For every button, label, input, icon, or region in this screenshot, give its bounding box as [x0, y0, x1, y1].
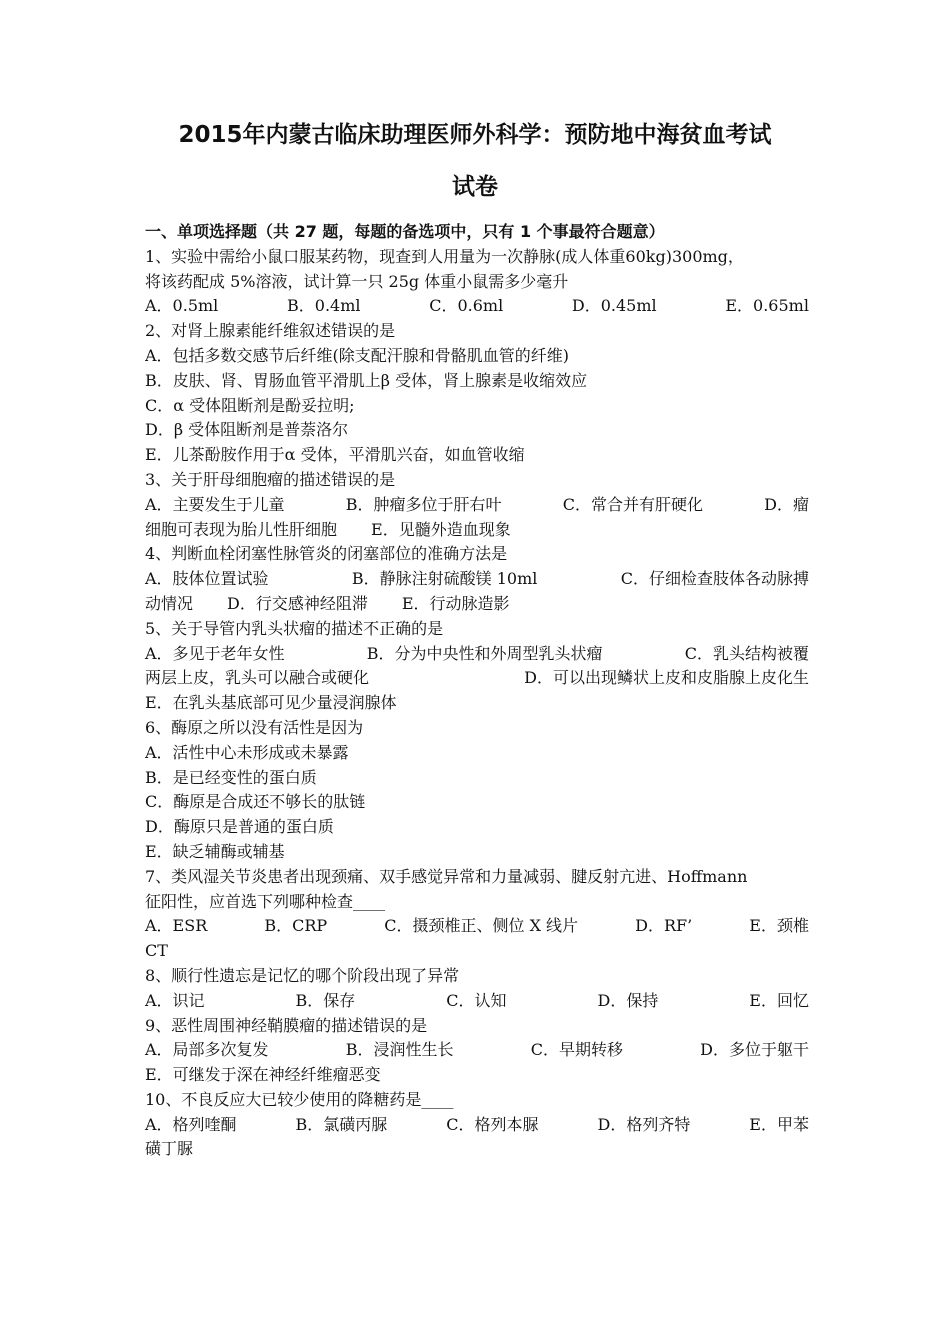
option-row	[145, 567, 809, 592]
answer-option: B．保存	[295, 990, 356, 1010]
option-row	[145, 840, 809, 865]
option-row	[145, 790, 809, 815]
option-row	[145, 443, 809, 468]
answer-option: C．乳头结构被覆	[684, 643, 809, 663]
option-row	[145, 344, 809, 369]
answer-option: D．格列齐特	[597, 1114, 691, 1134]
answer-option: A．局部多次复发	[145, 1040, 269, 1060]
answer-option: C．认知	[446, 990, 507, 1010]
question-item	[145, 716, 809, 865]
question-stem: 10、不良反应大已较少使用的降糖药是____	[145, 1089, 454, 1109]
option-row	[145, 666, 809, 691]
answer-option: C．仔细检查肢体各动脉搏	[620, 569, 809, 589]
answer-option: D．可以出现鳞状上皮和皮脂腺上皮化生	[524, 668, 809, 688]
option-row	[145, 294, 809, 319]
answer-option: A．识记	[145, 990, 205, 1010]
answer-option: B．分为中央性和外周型乳头状瘤	[366, 643, 603, 663]
answer-option: E．可继发于深在神经纤维瘤恶变	[145, 1065, 381, 1085]
answer-option: A．活性中心未形成或未暴露	[145, 742, 349, 762]
answer-option: 动情况	[145, 593, 194, 613]
answer-option: 磺丁脲	[145, 1139, 194, 1159]
answer-option: C．常合并有肝硬化	[562, 494, 703, 514]
answer-option: B．是已经变性的蛋白质	[145, 767, 317, 787]
answer-option: E．在乳头基底部可见少量浸润腺体	[145, 693, 397, 713]
option-row	[145, 1038, 809, 1063]
answer-option: C．α 受体阻断剂是酚妥拉明;	[145, 395, 355, 415]
answer-option: C．早期转移	[530, 1040, 623, 1060]
question-item	[145, 1088, 809, 1162]
question-item	[145, 245, 809, 319]
answer-option: D．0.45ml	[571, 296, 657, 316]
option-row	[145, 914, 809, 939]
answer-option: B．皮肤、肾、胃肠血管平滑肌上β 受体，肾上腺素是收缩效应	[145, 370, 588, 390]
question-stem: 将该药配成 5%溶液，试计算一只 25g 体重小鼠需多少毫升	[145, 271, 569, 291]
option-row	[145, 691, 809, 716]
question-item	[145, 542, 809, 616]
answer-option: C．酶原是合成还不够长的肽链	[145, 792, 366, 812]
answer-option: A．ESR	[145, 916, 208, 936]
answer-option: A．肢体位置试验	[145, 569, 269, 589]
question-stem: 4、判断血栓闭塞性脉管炎的闭塞部位的准确方法是	[145, 544, 508, 564]
answer-option: E．0.65ml	[725, 296, 809, 316]
question-item	[145, 617, 809, 716]
option-row	[145, 1063, 809, 1088]
answer-option: E．行动脉造影	[401, 593, 510, 613]
answer-option: A．0.5ml	[145, 296, 219, 316]
answer-option: B．浸润性生长	[345, 1040, 454, 1060]
answer-option: B．肿瘤多位于肝右叶	[345, 494, 502, 514]
option-row	[145, 989, 809, 1014]
answer-option: E．见髓外造血现象	[371, 519, 511, 539]
answer-option: CT	[145, 941, 168, 961]
section-heading: 一、单项选择题（共 27 题，每题的备选项中，只有 1 个事最符合题意）	[145, 222, 665, 241]
page-title-continued: 试卷	[452, 174, 498, 200]
answer-option: E．颈椎	[749, 916, 809, 936]
question-item	[145, 319, 809, 468]
option-row	[145, 418, 809, 443]
answer-option: E．缺乏辅酶或辅基	[145, 841, 285, 861]
question-stem: 5、关于导管内乳头状瘤的描述不正确的是	[145, 618, 444, 638]
question-item	[145, 865, 809, 964]
answer-option: D．瘤	[764, 494, 809, 514]
question-item	[145, 468, 809, 542]
option-row	[145, 815, 809, 840]
answer-option: D．多位于躯干	[700, 1040, 809, 1060]
option-row	[145, 369, 809, 394]
answer-option: C．0.6ml	[429, 296, 504, 316]
answer-option: 细胞可表现为胎儿性肝细胞	[145, 519, 338, 539]
option-row	[145, 939, 809, 964]
option-row	[145, 766, 809, 791]
option-row	[145, 592, 809, 617]
question-stem: 1、实验中需给小鼠口服某药物，现查到人用量为一次静脉(成人体重60kg)300mg，	[145, 246, 744, 266]
answer-option: D．保持	[597, 990, 659, 1010]
question-stem: 3、关于肝母细胞瘤的描述错误的是	[145, 469, 396, 489]
option-row	[145, 741, 809, 766]
question-stem: 征阳性，应首选下列哪种检查____	[145, 891, 386, 911]
answer-option: E．儿茶酚胺作用于α 受体，平滑肌兴奋，如血管收缩	[145, 445, 525, 465]
answer-option: C．格列本脲	[446, 1114, 539, 1134]
question-item	[145, 1014, 809, 1088]
exam-body	[145, 220, 809, 1162]
option-row	[145, 493, 809, 518]
page-title: 2015年内蒙古临床助理医师外科学：预防地中海贫血考试	[178, 122, 772, 148]
answer-option: C．摄颈椎正、侧位 X 线片	[384, 916, 579, 936]
answer-option: B．CRP	[264, 916, 328, 936]
question-stem: 8、顺行性遗忘是记忆的哪个阶段出现了异常	[145, 965, 460, 985]
question-stem: 2、对肾上腺素能纤维叙述错误的是	[145, 321, 396, 341]
answer-option: A．多见于老年女性	[145, 643, 285, 663]
answer-option: D．RF’	[635, 916, 693, 936]
question-stem: 9、恶性周围神经鞘膜瘤的描述错误的是	[145, 1015, 428, 1035]
answer-option: B．静脉注射硫酸镁 10ml	[351, 569, 538, 589]
option-row	[145, 642, 809, 667]
question-list	[145, 245, 809, 1162]
answer-option: A．主要发生于儿童	[145, 494, 285, 514]
question-stem: 6、酶原之所以没有活性是因为	[145, 717, 364, 737]
question-item	[145, 964, 809, 1014]
answer-option: A．格列喹酮	[145, 1114, 237, 1134]
question-stem: 7、类风湿关节炎患者出现颈痛、双手感觉异常和力量减弱、腱反射亢进、Hoffmann	[145, 866, 748, 886]
answer-option: B．0.4ml	[287, 296, 361, 316]
option-row	[145, 518, 809, 543]
answer-option: E．回忆	[749, 990, 809, 1010]
answer-option: D．酶原只是普通的蛋白质	[145, 817, 334, 837]
answer-option: B．氯磺丙脲	[295, 1114, 388, 1134]
option-row	[145, 394, 809, 419]
option-row	[145, 1137, 809, 1162]
answer-option: 两层上皮，乳头可以融合或硬化	[145, 668, 370, 688]
answer-option: E．甲苯	[749, 1114, 809, 1134]
answer-option: D．β 受体阻断剂是普萘洛尔	[145, 420, 349, 440]
answer-option: A．包括多数交感节后纤维(除支配汗腺和骨骼肌血管的纤维)	[145, 345, 570, 365]
option-row	[145, 1113, 809, 1138]
answer-option: D．行交感神经阻滞	[227, 593, 368, 613]
